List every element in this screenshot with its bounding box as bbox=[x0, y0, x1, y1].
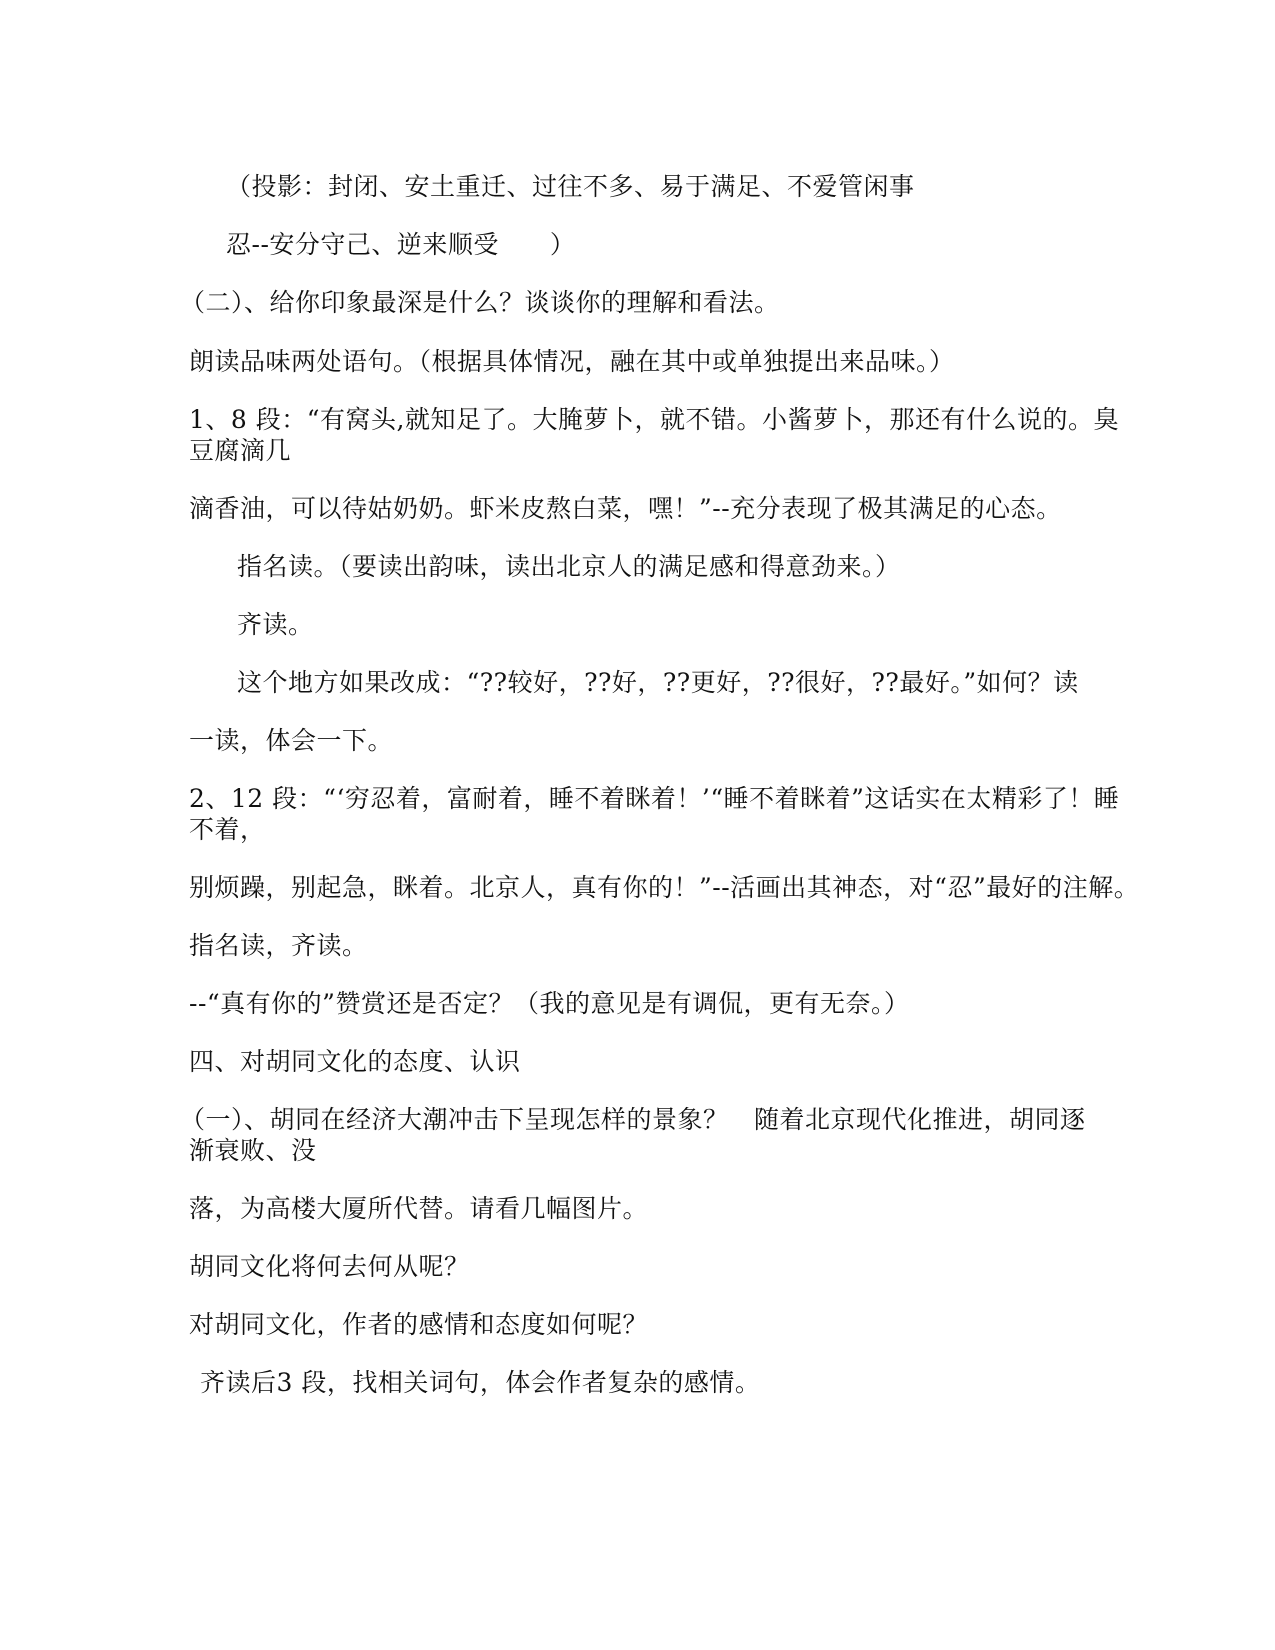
text-line: 不着， bbox=[189, 815, 266, 844]
text-line: 一读，体会一下。 bbox=[189, 726, 394, 755]
text-line: 指名读，齐读。 bbox=[189, 931, 368, 960]
text-line: 落，为高楼大厦所代替。请看几幅图片。 bbox=[189, 1194, 649, 1223]
text-line: 滴香油，可以待姑奶奶。虾米皮熬白菜，嘿！”--充分表现了极其满足的心态。 bbox=[189, 494, 1062, 523]
text-line: 别烦躁，别起急，眯着。北京人，真有你的！”--活画出其神态，对“忍”最好的注解。 bbox=[189, 873, 1140, 902]
text-line: （投影：封闭、安土重迁、过往不多、易于满足、不爱管闲事 bbox=[226, 172, 915, 201]
text-line: 指名读。（要读出韵味，读出北京人的满足感和得意劲来。） bbox=[237, 552, 901, 581]
text-line: 朗读品味两处语句。（根据具体情况，融在其中或单独提出来品味。） bbox=[189, 347, 955, 376]
text-line: 胡同文化将何去何从呢？ bbox=[189, 1252, 470, 1281]
section-heading: （二）、给你印象最深是什么？谈谈你的理解和看法。 bbox=[180, 288, 780, 317]
text-line: 1、8 段：“有窝头,就知足了。大腌萝卜，就不错。小酱萝卜，那还有什么说的。臭 bbox=[189, 405, 1119, 434]
text-line: 齐读后3 段，找相关词句，体会作者复杂的感情。 bbox=[200, 1368, 761, 1397]
text-line: 忍--安分守己、逆来顺受 ） bbox=[226, 230, 576, 259]
text-line: 对胡同文化，作者的感情和态度如何呢？ bbox=[189, 1310, 649, 1339]
text-line: 渐衰败、没 bbox=[189, 1136, 317, 1165]
text-line: --“真有你的”赞赏还是否定？（我的意见是有调侃，更有无奈。） bbox=[189, 989, 910, 1018]
text-line: 这个地方如果改成：“??较好，??好，??更好，??很好，??最好。”如何？读 bbox=[237, 668, 1079, 697]
section-heading: 四、对胡同文化的态度、认识 bbox=[189, 1047, 521, 1076]
text-line: 豆腐滴几 bbox=[189, 436, 292, 465]
text-line: 2、12 段：“‘穷忍着，富耐着，睡不着眯着！’“睡不着眯着”这话实在太精彩了！睡 bbox=[189, 784, 1120, 813]
text-line: 齐读。 bbox=[237, 610, 314, 639]
text-line: （一）、胡同在经济大潮冲击下呈现怎样的景象？ 随着北京现代化推进，胡同逐 bbox=[180, 1105, 1086, 1134]
